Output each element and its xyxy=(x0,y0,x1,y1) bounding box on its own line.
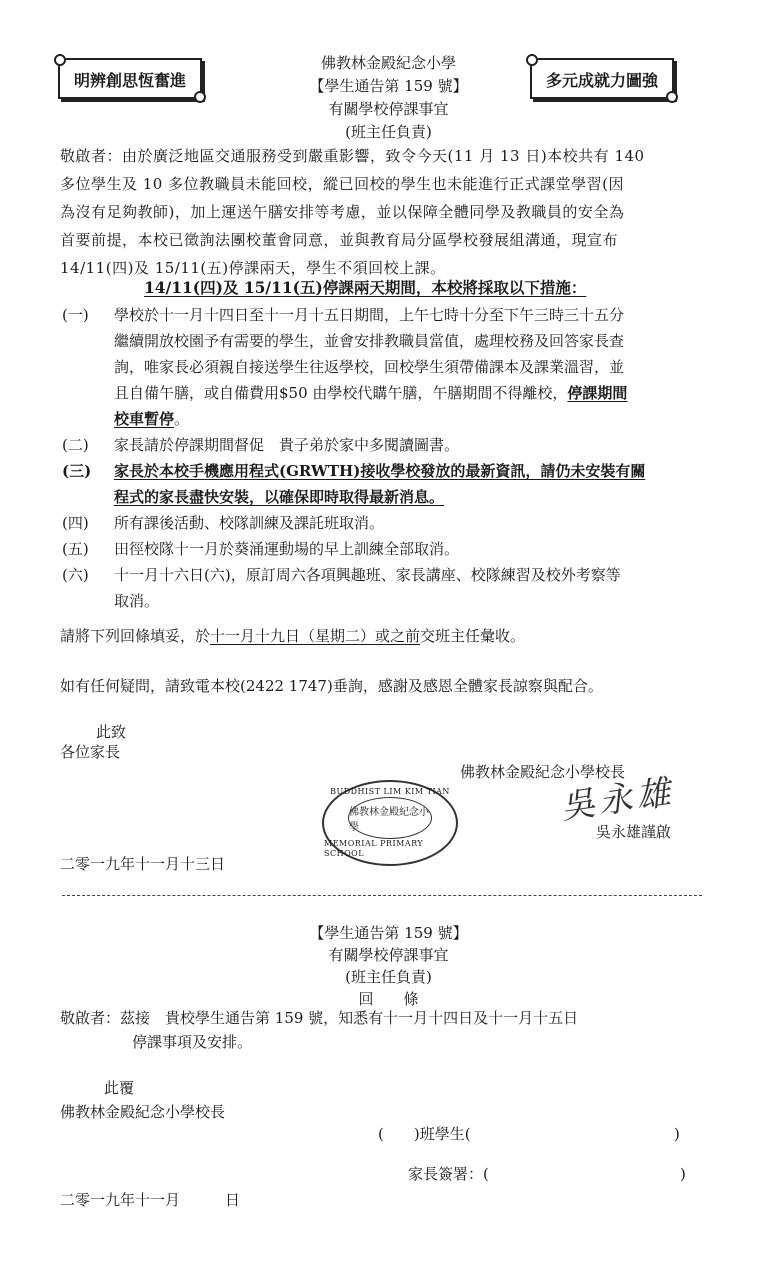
principal-signature: 吳永雄 xyxy=(558,772,677,828)
school-stamp xyxy=(322,780,458,866)
parent-signature-close: ) xyxy=(680,1165,686,1183)
measure-text: 田徑校隊十一月於葵涌運動場的早上訓練全部取消。 xyxy=(114,540,460,558)
measure-text: 所有課後活動、校隊訓練及課託班取消。 xyxy=(114,514,385,532)
closing-recipient: 各位家長 xyxy=(60,743,121,761)
measure-item xyxy=(62,510,742,536)
measure-item xyxy=(62,562,742,614)
parent-signature-label: 家長簽署：( xyxy=(408,1165,489,1183)
notice-date: 二零一九年十一月十三日 xyxy=(60,855,226,873)
intro-line: 多位學生及 10 多位教職員未能回校，縱已回校的學生也未能進行正式課堂學習(因 xyxy=(60,175,624,193)
stamp-ring-top: BUDDHIST LIM KIM TIAN xyxy=(330,787,450,796)
stamp-center-text: 佛教林金殿紀念小學 xyxy=(349,807,429,833)
measure-text: 。 xyxy=(174,410,190,428)
measure-text: 家長請於停課期間督促 貴子弟於家中多閱讀圖書。 xyxy=(114,436,460,454)
return-instruction-text: 交班主任彙收。 xyxy=(420,627,526,645)
measure-number: (四) xyxy=(62,514,89,532)
enquiry-text: 如有任何疑問，請致電本校(2422 1747)垂詢，感謝及感恩全體家長諒察與配合。 xyxy=(60,677,603,695)
return-instruction xyxy=(60,624,525,648)
slip-subject: 有關學校停課事宜 xyxy=(328,946,449,964)
measures-heading: 14/11(四)及 15/11(五)停課兩天期間，本校將採取以下措施： xyxy=(144,278,587,297)
slip-title: 回 條 xyxy=(358,990,419,1008)
school-name: 佛教林金殿紀念小學 xyxy=(320,54,456,72)
intro-line: 14/11(四)及 15/11(五)停課兩天，學生不須回校上課。 xyxy=(60,259,446,277)
measure-item xyxy=(62,536,742,562)
measure-number: (六) xyxy=(62,566,89,584)
motto-right-text: 多元成就力圖強 xyxy=(546,71,659,90)
slip-header xyxy=(0,922,777,1010)
class-student-field[interactable] xyxy=(378,1122,471,1146)
slip-date-field[interactable]: 二零一九年十一月 日 xyxy=(60,1191,241,1209)
measure-emphasis: 程式的家長盡快安裝，以確保即時取得最新消息。 xyxy=(114,488,445,506)
principal-name: 吳永雄謹啟 xyxy=(596,823,672,841)
notice-subject: 有關學校停課事宜 xyxy=(328,100,449,118)
closing-cizhi: 此致 xyxy=(96,723,127,741)
measure-number: (五) xyxy=(62,540,89,558)
slip-recipient: 佛教林金殿紀念小學校長 xyxy=(60,1103,226,1121)
slip-responsible: (班主任負責) xyxy=(345,968,432,986)
cut-line xyxy=(62,895,702,896)
measure-text: 十一月十六日(六)，原訂周六各項興趣班、家長講座、校隊練習及校外考察等 xyxy=(114,566,621,584)
measure-item xyxy=(62,458,742,510)
slip-body-line: 敬啟者：茲接 貴校學生通告第 159 號，知悉有十一月十四日及十一月十五日 xyxy=(60,1009,579,1027)
measure-number: (三) xyxy=(62,462,92,480)
measure-number: (二) xyxy=(62,436,89,454)
measure-emphasis: 停課期間 xyxy=(567,384,628,402)
measure-emphasis: 家長於本校手機應用程式(GRWTH)接收學校發放的最新資訊，請仍未安裝有關 xyxy=(114,462,646,480)
header-block xyxy=(0,52,777,144)
measure-text: 取消。 xyxy=(114,592,160,610)
slip-notice-number: 【學生通告第 159 號】 xyxy=(309,924,468,942)
intro-line: 為沒有足夠教師)，加上運送午膳安排等考慮，並以保障全體同學及教職員的安全為 xyxy=(60,203,625,221)
intro-line: 敬啟者：由於廣泛地區交通服務受到嚴重影響，致令今天(11 月 13 日)本校共有 140 xyxy=(60,147,645,165)
measure-text: 詢，唯家長必須親自接送學生往返學校，回校學生須帶備課本及課業溫習，並 xyxy=(114,358,625,376)
stamp-ring-bottom: MEMORIAL PRIMARY SCHOOL xyxy=(324,839,424,858)
return-instruction-text: 請將下列回條填妥，於 xyxy=(60,627,211,645)
class-student-label: ( )班學生( xyxy=(378,1125,471,1143)
measure-text: 繼續開放校園予有需要的學生，並會安排教職員當值，處理校務及回答家長查 xyxy=(114,332,625,350)
notice-responsible: (班主任負責) xyxy=(345,123,432,141)
intro-line: 首要前提，本校已徵詢法團校董會同意，並與教育局分區學校發展組溝通，現宣布 xyxy=(60,231,619,249)
principal-title: 佛教林金殿紀念小學校長 xyxy=(460,763,626,781)
measure-text: 且自備午膳，或自備費用$50 由學校代購午膳，午膳期間不得離校， xyxy=(114,384,568,402)
return-deadline: 十一月十九日（星期二）或之前 xyxy=(210,627,421,645)
measure-number: (一) xyxy=(62,306,89,324)
measure-emphasis: 校車暫停 xyxy=(114,410,175,428)
slip-body-line: 停課事項及安排。 xyxy=(132,1033,253,1051)
measures-list xyxy=(62,302,742,614)
measure-text: 學校於十一月十四日至十一月十五日期間，上午七時十分至下午三時三十五分 xyxy=(114,306,625,324)
measure-item xyxy=(62,432,742,458)
class-student-close: ) xyxy=(674,1125,680,1143)
measure-item xyxy=(62,302,742,432)
intro-paragraph xyxy=(60,142,740,282)
motto-left-text: 明辨創思恆奮進 xyxy=(74,71,187,90)
parent-signature-field[interactable] xyxy=(408,1162,489,1186)
slip-cifu: 此覆 xyxy=(104,1079,135,1097)
stamp-center xyxy=(348,797,432,839)
notice-number: 【學生通告第 159 號】 xyxy=(309,77,468,95)
